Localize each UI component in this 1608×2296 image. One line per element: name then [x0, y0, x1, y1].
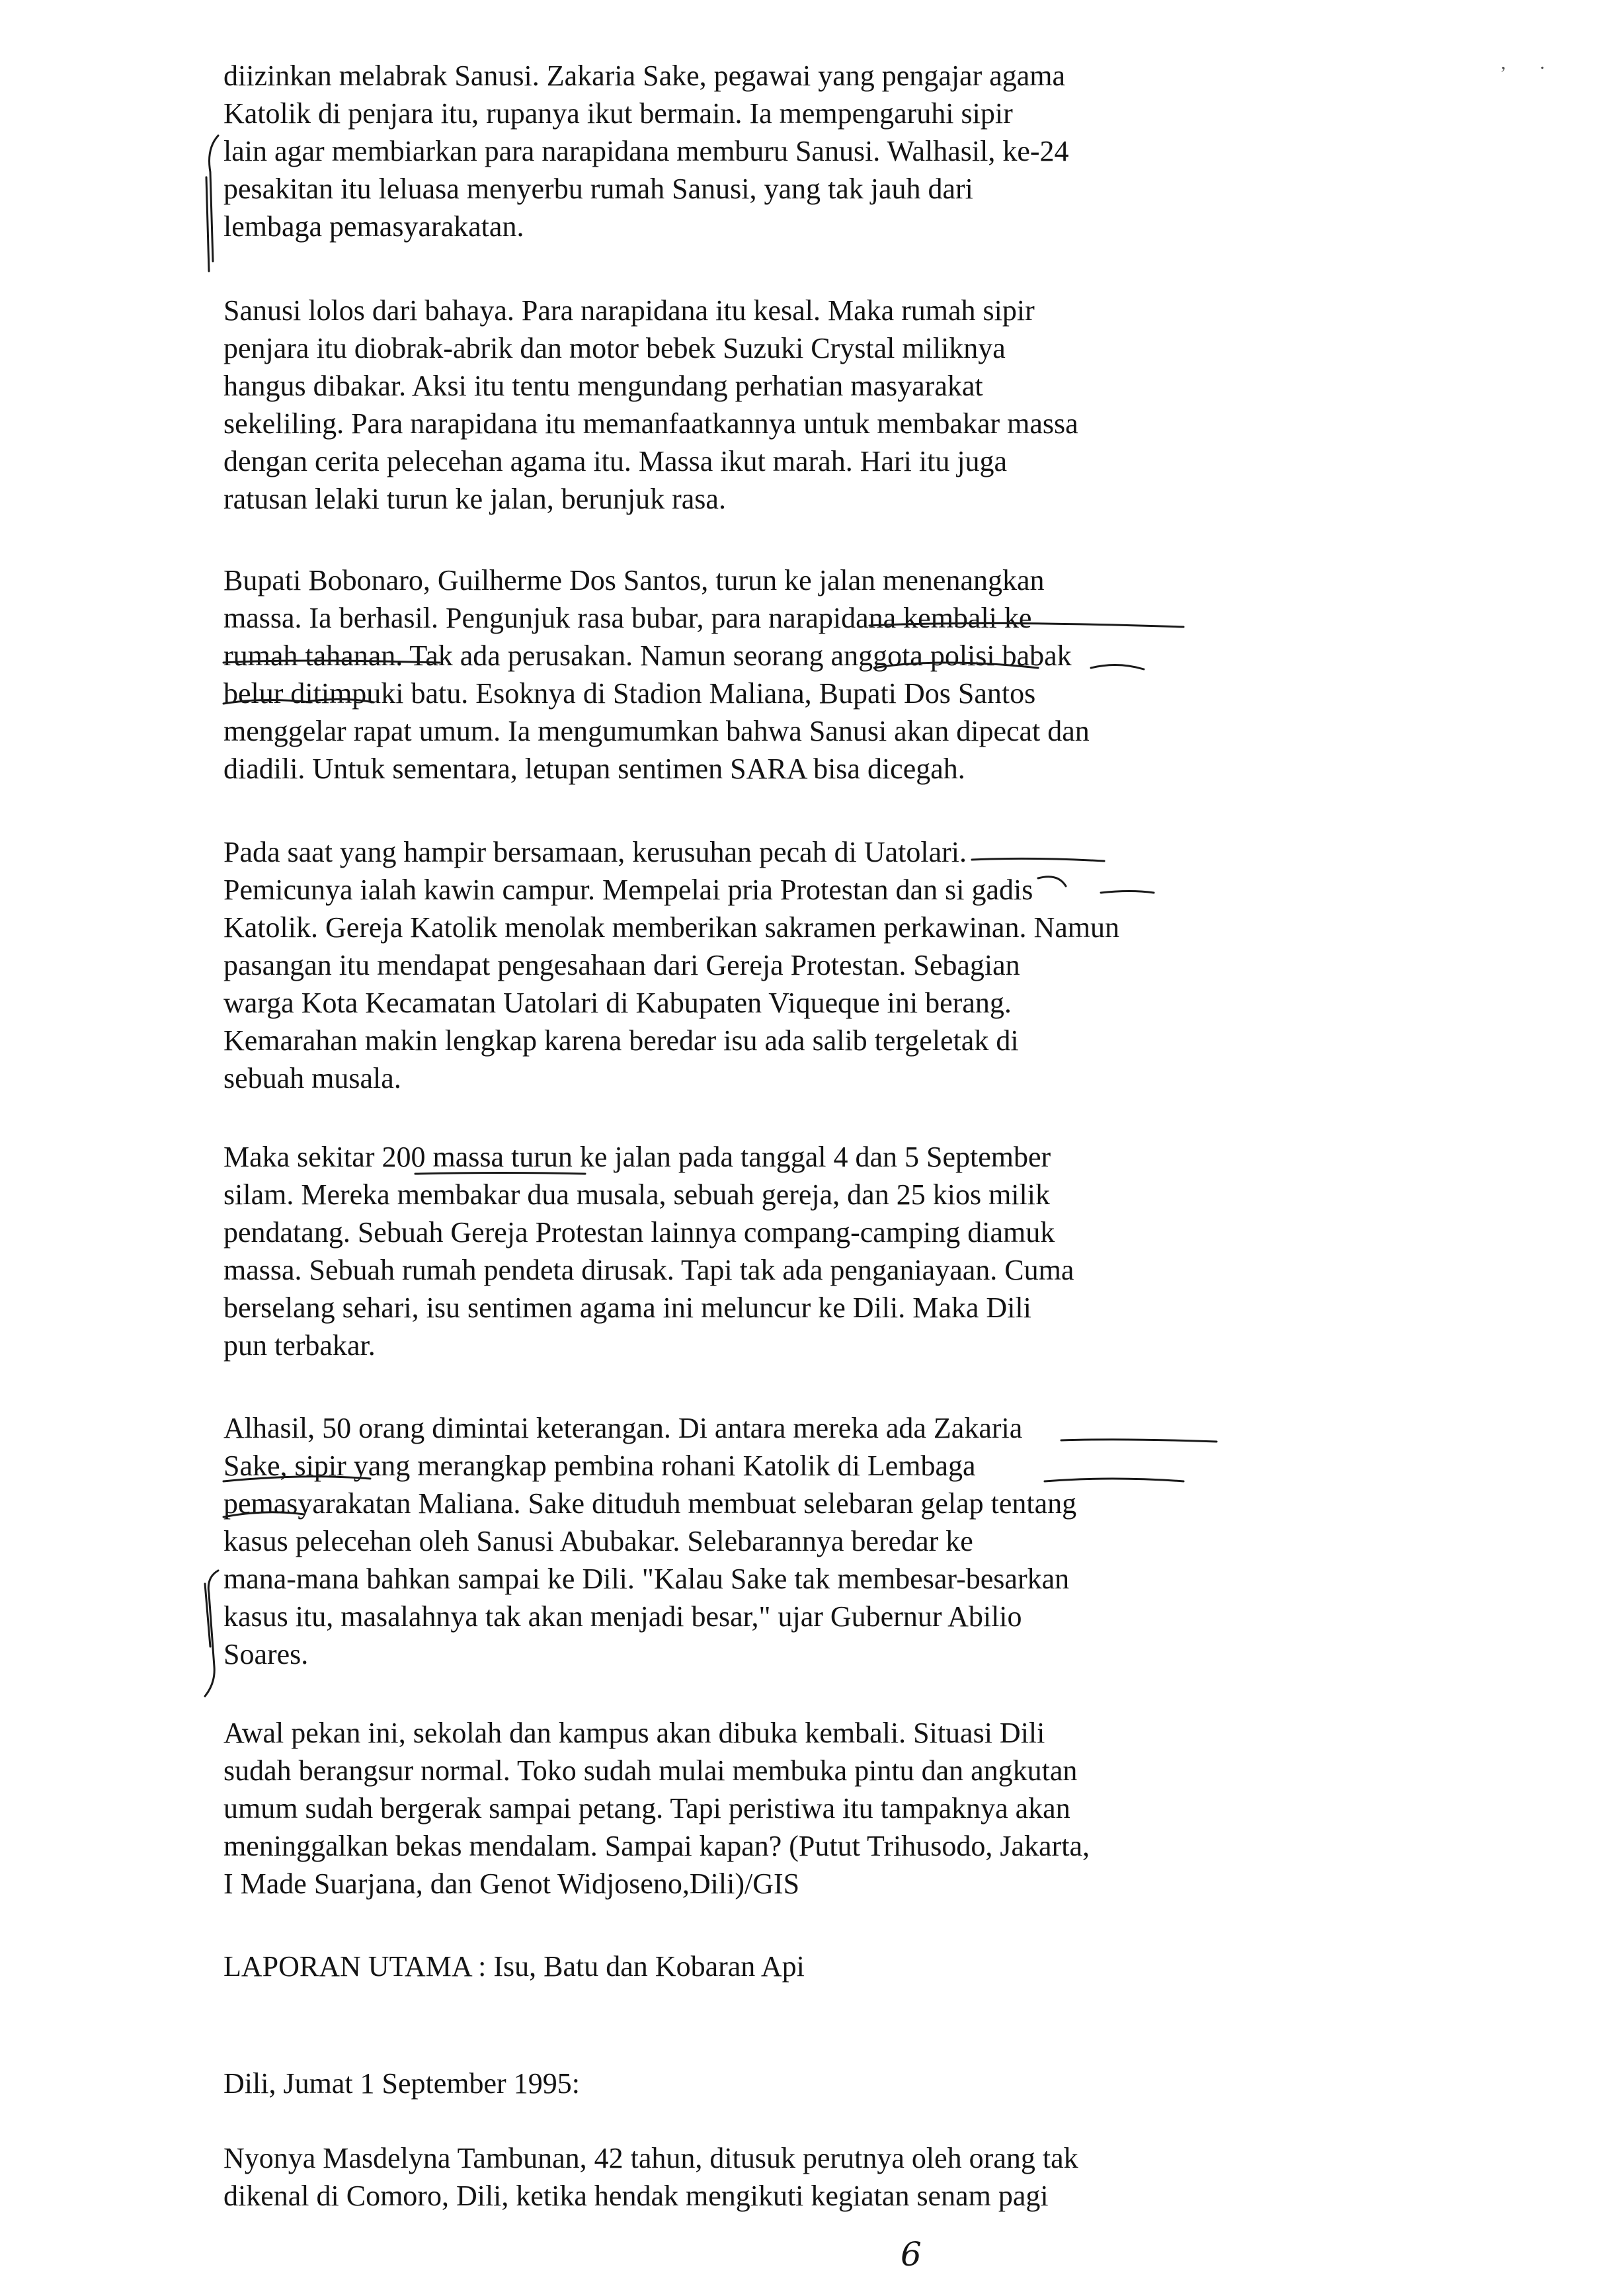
paragraph-line: sebuah musala.	[223, 1062, 401, 1094]
paragraph-line: dengan cerita pelecehan agama itu. Massa ikut marah. Hari itu juga	[223, 445, 1008, 477]
paragraph-line: Awal pekan ini, sekolah dan kampus akan dibuka kembali. Situasi Dili	[223, 1717, 1045, 1749]
paragraph-3	[223, 561, 1361, 788]
margin-bracket-mark	[206, 177, 209, 271]
paragraph-line: kasus itu, masalahnya tak akan menjadi besar," ujar Gubernur Abilio	[223, 1600, 1022, 1633]
paragraph-line: kasus pelecehan oleh Sanusi Abubakar. Selebarannya beredar ke	[223, 1525, 973, 1557]
dateline: Dili, Jumat 1 September 1995:	[223, 2067, 580, 2100]
paragraph-line: pendatang. Sebuah Gereja Protestan lainnya compang-camping diamuk	[223, 1216, 1055, 1249]
paragraph-line: sekeliling. Para narapidana itu memanfaatkannya untuk membakar massa	[223, 407, 1078, 440]
paragraph-2	[223, 292, 1361, 518]
paragraph-line: hangus dibakar. Aksi itu tentu mengundang perhatian masyarakat	[223, 370, 983, 402]
paragraph-5	[223, 1138, 1361, 1364]
paragraph-4	[223, 833, 1361, 1097]
margin-bracket-mark	[210, 136, 219, 261]
paragraph-line: rumah tahanan. Tak ada perusakan. Namun seorang anggota polisi babak	[223, 639, 1072, 672]
paragraph-line: Sake, sipir yang merangkap pembina rohani Katolik di Lembaga	[223, 1450, 976, 1482]
paragraph-line: Bupati Bobonaro, Guilherme Dos Santos, turun ke jalan menenangkan	[223, 564, 1045, 596]
paragraph-line: diizinkan melabrak Sanusi. Zakaria Sake, pegawai yang pengajar agama	[223, 60, 1066, 92]
paragraph-line: pesakitan itu leluasa menyerbu rumah Sanusi, yang tak jauh dari	[223, 173, 973, 205]
margin-bracket-mark	[205, 1584, 210, 1647]
paragraph-line: Katolik. Gereja Katolik menolak memberikan sakramen perkawinan. Namun	[223, 911, 1119, 944]
paragraph-line: penjara itu diobrak-abrik dan motor bebek Suzuki Crystal miliknya	[223, 332, 1006, 364]
paragraph-1	[223, 57, 1361, 245]
paragraph-line: Katolik di penjara itu, rupanya ikut bermain. Ia mempengaruhi sipir	[223, 97, 1013, 130]
corner-marks: , .	[1501, 52, 1560, 73]
paragraph-8	[223, 2139, 1361, 2215]
paragraph-line: pemasyarakatan Maliana. Sake dituduh membuat selebaran gelap tentang	[223, 1487, 1077, 1520]
paragraph-6	[223, 1409, 1361, 1673]
paragraph-line: umum sudah bergerak sampai petang. Tapi peristiwa itu tampaknya akan	[223, 1792, 1070, 1824]
paragraph-line: pun terbakar.	[223, 1329, 376, 1362]
paragraph-line: Maka sekitar 200 massa turun ke jalan pada tanggal 4 dan 5 September	[223, 1141, 1051, 1173]
paragraph-line: lain agar membiarkan para narapidana memburu Sanusi. Walhasil, ke-24	[223, 135, 1069, 167]
paragraph-line: belur ditimpuki batu. Esoknya di Stadion Maliana, Bupati Dos Santos	[223, 677, 1036, 710]
paragraph-line: Sanusi lolos dari bahaya. Para narapidana itu kesal. Maka rumah sipir	[223, 294, 1035, 327]
paragraph-line: lembaga pemasyarakatan.	[223, 210, 524, 243]
paragraph-line: ratusan lelaki turun ke jalan, berunjuk rasa.	[223, 483, 726, 515]
paragraph-line: menggelar rapat umum. Ia mengumumkan bahwa Sanusi akan dipecat dan	[223, 715, 1090, 747]
paragraph-line: massa. Sebuah rumah pendeta dirusak. Tapi tak ada penganiayaan. Cuma	[223, 1254, 1074, 1286]
paragraph-line: pasangan itu mendapat pengesahaan dari Gereja Protestan. Sebagian	[223, 949, 1020, 981]
section-heading: LAPORAN UTAMA : Isu, Batu dan Kobaran Api	[223, 1950, 805, 1983]
paragraph-line: mana-mana bahkan sampai ke Dili. "Kalau Sake tak membesar-besarkan	[223, 1563, 1070, 1595]
paragraph-line: massa. Ia berhasil. Pengunjuk rasa bubar, para narapidana kembali ke	[223, 602, 1032, 634]
paragraph-line: Pada saat yang hampir bersamaan, kerusuhan pecah di Uatolari.	[223, 836, 967, 868]
paragraph-line: warga Kota Kecamatan Uatolari di Kabupaten Viqueque ini berang.	[223, 987, 1012, 1019]
margin-bracket-mark	[205, 1571, 218, 1696]
paragraph-line: I Made Suarjana, dan Genot Widjoseno,Dili)/GIS	[223, 1867, 800, 1900]
paragraph-line: Alhasil, 50 orang dimintai keterangan. Di antara mereka ada Zakaria	[223, 1412, 1023, 1444]
paragraph-line: silam. Mereka membakar dua musala, sebuah gereja, dan 25 kios milik	[223, 1178, 1050, 1211]
paragraph-line: berselang sehari, isu sentimen agama ini meluncur ke Dili. Maka Dili	[223, 1292, 1031, 1324]
paragraph-line: diadili. Untuk sementara, letupan sentimen SARA bisa dicegah.	[223, 753, 965, 785]
paragraph-line: Soares.	[223, 1638, 309, 1670]
paragraph-line: Nyonya Masdelyna Tambunan, 42 tahun, ditusuk perutnya oleh orang tak	[223, 2142, 1078, 2174]
paragraph-line: Kemarahan makin lengkap karena beredar isu ada salib tergeletak di	[223, 1024, 1019, 1057]
paragraph-line: meninggalkan bekas mendalam. Sampai kapan? (Putut Trihusodo, Jakarta,	[223, 1830, 1090, 1862]
paragraph-line: dikenal di Comoro, Dili, ketika hendak mengikuti kegiatan senam pagi	[223, 2180, 1049, 2212]
paragraph-line: sudah berangsur normal. Toko sudah mulai membuka pintu dan angkutan	[223, 1754, 1078, 1787]
paragraph-line: Pemicunya ialah kawin campur. Mempelai pria Protestan dan si gadis	[223, 874, 1033, 906]
paragraph-7	[223, 1714, 1361, 1903]
page-number: 6	[901, 2235, 922, 2274]
